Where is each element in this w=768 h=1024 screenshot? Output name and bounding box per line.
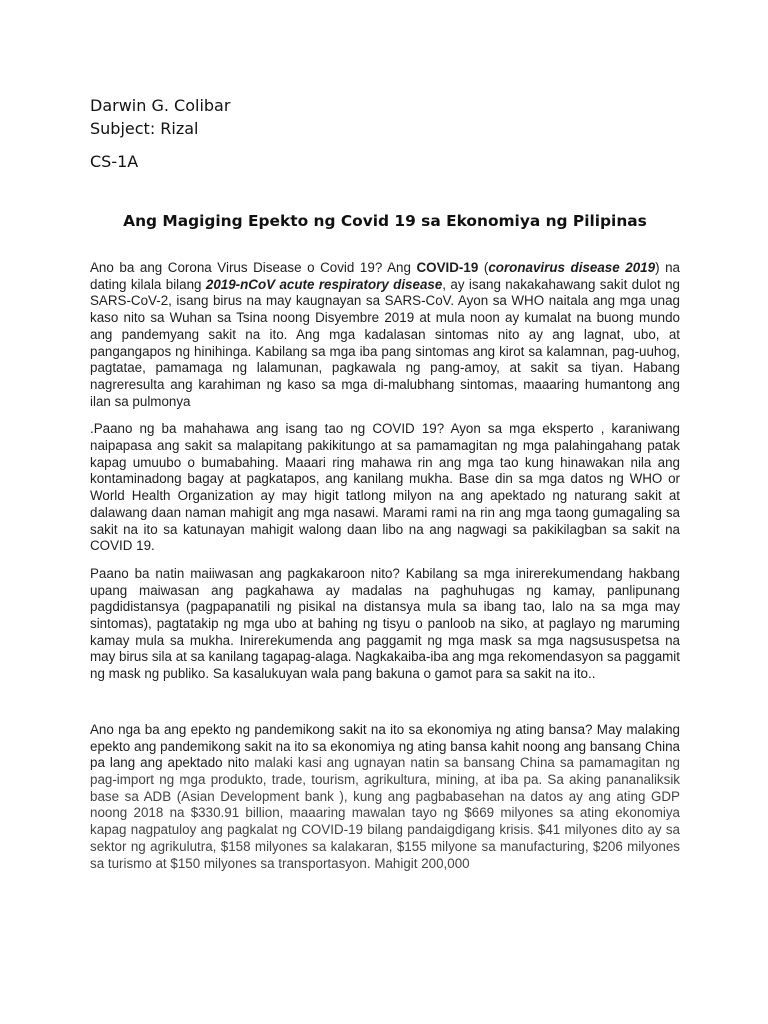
author-name: Darwin G. Colibar <box>90 96 231 115</box>
document-title: Ang Magiging Epekto ng Covid 19 sa Ekonomiya ng Pilipinas <box>123 212 647 230</box>
document-page <box>90 94 680 872</box>
paragraph-economic-effect <box>90 722 680 872</box>
subject-line: Subject: Rizal <box>90 119 199 138</box>
paragraph-prevention: Paano ba natin maiiwasan ang pagkakaroon nito? Kabilang sa mga inirerekumendang hakbang upang maiwasan ang pagkahawa ay madalas na paghuhugas ng kamay, panlipunang pagdidistansya (pagpapanatili ng pisikal na distansya mula sa ibang tao, lalo na sa mga may sintomas), pagtatakip ng mga ubo at bahing ng tisyu o panloob na siko, at paglayo ng maruming kamay mula sa mukha. Inirerekumenda ang paggamit ng mga mask sa mga nagsususpetsa na may birus sila at sa kanilang tagapag-alaga. Nagkakaiba-iba ang mga rekomendasyon sa paggamit ng mask ng publiko. Sa kasalukuyan wala pang bakuna o gamot para sa sakit na ito.. <box>90 565 680 682</box>
p4-text-b: malaki kasi ang ugnayan natin sa bansang China sa pamamagitan ng pag-import ng mga produkto, trade, tourism, agrikultura, mining, at iba pa. Sa aking pananaliksik base sa ADB (Asian Development bank ), kung ang pagbabasehan na datos ay ang ating GDP noong 2018 na $330.91 billion, maaaring mawalan tayo ng $669 milyones sa ating ekonomiya kapag nagpatuloy ang pagkalat ng COVID-19 bilang pandaigdigang krisis. $41 milyones dito ay sa sektor ng agrikulutra, $158 milyones sa kalakaran, $155 milyone sa manufacturing, $206 milyones sa turismo at $150 milyones sa transportasyon. Mahigit 200,000 <box>90 755 681 871</box>
section-line: CS-1A <box>90 152 139 171</box>
p1-text-b: ( <box>478 260 489 275</box>
p1-text-c: ) na dating kilala bilang <box>90 260 680 292</box>
paragraph-transmission: .Paano ng ba mahahawa ang isang tao ng COVID 19? Ayon sa mga eksperto , karaniwang naipapasa ang sakit sa malapitang pakikitungo at sa pamamagitan ng mga palahingahang patak kapag umuubo o bumabahing. Maaari ring mahawa rin ang mga tao kung hinawakan nila ang kontaminadong bagay at pagkatapos, ang kanilang mukha. Base din sa mga datos ng WHO or World Health Organization ay may higit tatlong milyon na ang apektado ng naturang sakit at dalawang daan naman mahigit ang mga nasawi. Marami rami na rin ang mga taong gumagaling sa sakit na ito sa katunayan mahigit walong daan libo na ang nagwagi sa pakikilagban sa sakit na COVID 19. <box>90 421 680 554</box>
p1-text-a: Ano ba ang Corona Virus Disease o Covid 19? Ang <box>90 260 417 275</box>
p1-ncov-bold-italic: 2019-nCoV acute respiratory disease <box>205 276 443 292</box>
p1-text-d: , ay isang nakakahawang sakit dulot ng SARS-CoV-2, isang birus na may kaugnayan sa SARS-CoV. Ayon sa WHO naitala ang mga unag kaso nito sa Wuhan sa Tsina noong Disyembre 2019 at mula noon ay kumalat na buong mundo ang pandemyang sakit na ito. Ang mga kadalasan sintomas nito ay ang lagnat, ubo, at pangangapos ng hinihinga. Kabilang sa mga iba pang sintomas ang kirot sa kalamnan, pag-uuhog, pagtatae, pamamaga ng lalamunan, pagkawala ng pang-amoy, at sakit sa tiyan. Habang nagreresulta ang karahiman ng kaso sa mga di-malubhang sintomas, maaaring humantong ang ilan sa pulmonya <box>90 276 680 409</box>
p4-text-a: Ano nga ba ang epekto ng pandemikong sakit na ito sa ekonomiya ng ating bansa? May malaking epekto ang pandemikong sakit na ito sa ekonomiya ng ating bansa kahit noong ang bansang China pa lang ang apektado nito <box>90 721 680 771</box>
p1-coronavirus-disease-bold-italic: coronavirus disease 2019 <box>488 260 656 275</box>
p1-covid19-bold: COVID-19 <box>416 260 479 275</box>
paragraph-covid-definition <box>90 260 680 410</box>
